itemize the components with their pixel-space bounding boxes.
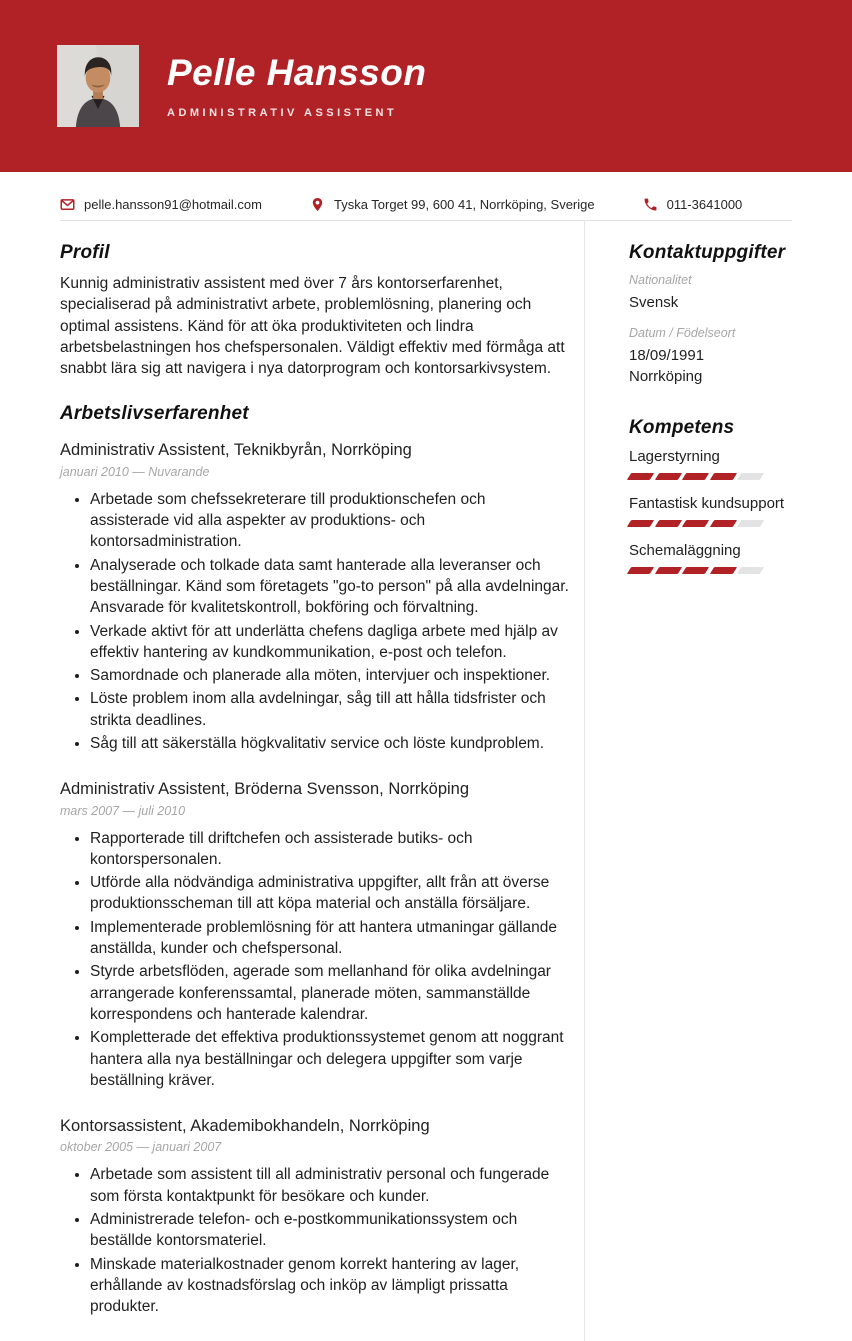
person-name: Pelle Hansson <box>167 51 427 93</box>
job-bullet-list <box>60 489 569 755</box>
job-bullet: • Kompletterade det effektiva produktionssystemet genom att noggrant hantera alla nya beställningar och delegera uppgifter som varje beställning kräver. <box>90 1027 569 1091</box>
contact-email-text: pelle.hansson91@hotmail.com <box>84 197 262 212</box>
skill-segment-filled <box>627 567 654 574</box>
job-dates: mars 2007 — juli 2010 <box>60 803 186 818</box>
sidebar-column <box>585 221 790 1341</box>
job-title: Kontorsassistent, Akademibokhandeln, Norrköping <box>60 1117 430 1136</box>
skill-segment-filled <box>709 473 736 480</box>
sidebar-field <box>629 326 790 387</box>
portrait-photo-placeholder <box>57 45 139 127</box>
skill-segment-filled <box>709 520 736 527</box>
sidebar-field-values <box>629 345 790 387</box>
profile-heading: Profil <box>60 242 110 263</box>
pin-icon <box>310 197 325 212</box>
contact-address-text: Tyska Torget 99, 600 41, Norrköping, Sverige <box>333 197 595 212</box>
header-text <box>167 53 426 120</box>
job-dates: januari 2010 — Nuvarande <box>60 464 210 479</box>
mail-icon <box>60 197 75 212</box>
job-entry <box>60 439 569 754</box>
sidebar-field-value: 18/09/1991 <box>629 347 705 364</box>
job-entry <box>60 778 569 1091</box>
main-column <box>60 221 585 1341</box>
header-banner <box>0 0 852 172</box>
job-bullet: • Rapporterade till driftchefen och assisterade butiks- och kontorspersonalen. <box>90 828 569 871</box>
job-bullet: • Administrerade telefon- och e-postkommunikationssystem och beställde kontorsmateriel. <box>90 1209 569 1252</box>
job-bullet: • Analyserade och tolkade data samt hanterade alla leveranser och beställningar. Känd som företagets "go-to person" på alla avdelningar. Ansvarade för kvalitetskontroll, bokföring och förvaltning. <box>90 555 569 619</box>
job-bullet-list <box>60 1164 569 1317</box>
phone-icon <box>643 197 658 212</box>
job-entry <box>60 1115 569 1317</box>
experience-list <box>60 439 569 1317</box>
job-title: Administrativ Assistent, Bröderna Svensson, Norrköping <box>60 780 470 799</box>
skill-segment-empty <box>737 520 764 527</box>
job-bullet: • Arbetade som assistent till all administrativ personal och fungerade som första kontaktpunkt för besökare och kunder. <box>90 1164 569 1207</box>
sidebar-field-label: Datum / Födelseort <box>629 326 736 340</box>
skills-heading: Kompetens <box>629 417 735 438</box>
job-bullet: • Samordnade och planerade alla möten, intervjuer och inspektioner. <box>90 665 569 686</box>
skill-segment-filled <box>709 567 736 574</box>
sidebar-field-value: Svensk <box>629 294 679 311</box>
contact-phone-text: 011-3641000 <box>666 197 743 212</box>
skill-segment-empty <box>737 567 764 574</box>
contact-details-heading: Kontaktuppgifter <box>629 242 786 263</box>
skill-segment-filled <box>627 520 654 527</box>
skill-level-bar <box>629 473 790 480</box>
skill-segment-filled <box>627 473 654 480</box>
skill-name: Lagerstyrning <box>629 448 720 465</box>
job-bullet: • Minskade materialkostnader genom korrekt hantering av lager, erhållande av kostnadsförslag och inköp av lämpligt prissatta produkter. <box>90 1254 569 1318</box>
skill-item <box>629 448 790 480</box>
skill-segment-filled <box>654 567 681 574</box>
skill-segment-filled <box>654 473 681 480</box>
skill-level-bar <box>629 567 790 574</box>
skill-name: Fantastisk kundsupport <box>629 495 785 512</box>
profile-text: Kunnig administrativ assistent med över 7 års kontorserfarenhet, specialiserad på administrativt arbete, problemlösning, planering och optimal assistens. Känd för att öka produktiviteten och lindra arbetsbelastningen hos chefspersonalen. Väldigt effektiv med förmåga att snabbt lära sig att navigera i nya datorprogram och kontorsarkivsystem. <box>60 275 565 378</box>
job-title: Administrativ Assistent, Teknikbyrån, Norrköping <box>60 441 412 460</box>
skill-item <box>629 542 790 574</box>
skill-level-bar <box>629 520 790 527</box>
person-job-title: ADMINISTRATIV ASSISTENT <box>167 107 398 120</box>
experience-heading: Arbetslivserfarenhet <box>60 403 249 425</box>
job-bullet: • Styrde arbetsflöden, agerade som mellanhand för olika avdelningar arrangerade konferenssamtal, planerade möten, sammanställde korrespondens och hanterade kalendrar. <box>90 961 569 1025</box>
contact-address <box>310 197 595 212</box>
sidebar-field-value: Norrköping <box>629 368 703 385</box>
content-columns <box>0 221 852 1341</box>
job-bullet: • Implementerade problemlösning för att hantera utmaningar gällande anställda, kunder och chefspersonal. <box>90 917 569 960</box>
job-bullet: • Utförde alla nödvändiga administrativa uppgifter, allt från att överse produktionsscheman till att köpa material och anställa försäljare. <box>90 872 569 915</box>
skill-segment-filled <box>654 520 681 527</box>
job-bullet: • Såg till att säkerställa högkvalitativ service och löste kundproblem. <box>90 733 569 754</box>
sidebar-field <box>629 273 790 313</box>
contact-email <box>60 197 262 212</box>
job-dates: oktober 2005 — januari 2007 <box>60 1140 222 1155</box>
skill-item <box>629 495 790 527</box>
skills-list <box>629 448 790 574</box>
sidebar-field-label: Nationalitet <box>629 273 692 287</box>
skill-segment-filled <box>682 567 709 574</box>
job-bullet: • Arbetade som chefssekreterare till produktionschefen och assisterade vid alla aspekter av produktions- och kontorsadministration. <box>90 489 569 553</box>
skill-segment-filled <box>682 473 709 480</box>
sidebar-field-values <box>629 292 790 313</box>
contact-details-list <box>629 273 790 387</box>
contact-phone <box>643 197 743 212</box>
skill-segment-empty <box>737 473 764 480</box>
contact-row <box>0 172 852 220</box>
skill-segment-filled <box>682 520 709 527</box>
job-bullet: • Löste problem inom alla avdelningar, såg till att hålla tidsfrister och strikta deadlines. <box>90 688 569 731</box>
job-bullet-list <box>60 828 569 1092</box>
skill-name: Schemaläggning <box>629 542 741 559</box>
avatar <box>57 45 139 127</box>
job-bullet: • Verkade aktivt för att underlätta chefens dagliga arbete med hjälp av effektiv hantering av kundkommunikation, e-post och telefon. <box>90 621 569 664</box>
